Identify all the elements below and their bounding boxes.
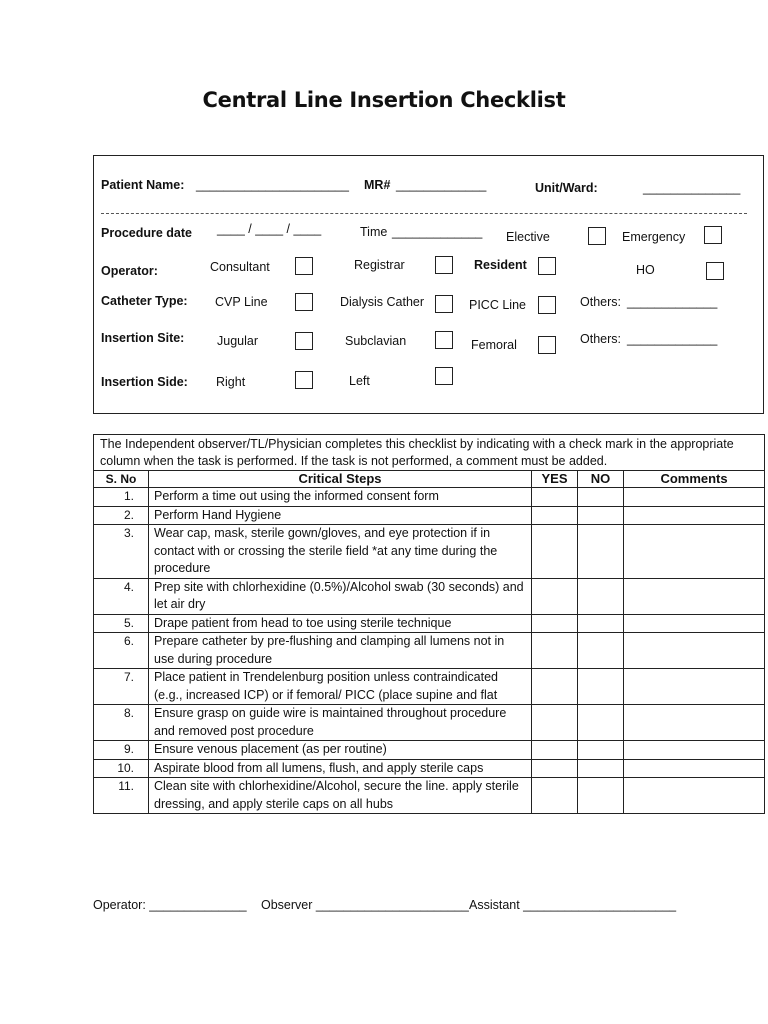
insertion-site-label: Insertion Site:: [101, 331, 185, 345]
row-yes-cell[interactable]: [532, 759, 578, 778]
row-comments-cell[interactable]: [624, 506, 765, 525]
table-row: [94, 669, 765, 705]
row-step: Drape patient from head to toe using sterile technique: [149, 614, 532, 633]
row-no-cell[interactable]: [578, 525, 624, 579]
emergency-label: Emergency: [622, 230, 686, 244]
right-checkbox[interactable]: [295, 371, 313, 389]
row-comments-cell[interactable]: [624, 705, 765, 741]
picc-line-label: PICC Line: [469, 298, 526, 312]
page-title: Central Line Insertion Checklist: [202, 88, 566, 112]
row-no-cell[interactable]: [578, 614, 624, 633]
elective-checkbox[interactable]: [588, 227, 606, 245]
operator-label: Operator:: [101, 264, 158, 278]
col-critical-steps: Critical Steps: [149, 471, 532, 488]
divider: [101, 213, 747, 214]
row-step: Place patient in Trendelenburg position unless contraindicated (e.g., increased ICP) or if femoral/ PICC (place supine and flat: [149, 669, 532, 705]
row-number: 3.: [94, 525, 149, 579]
row-number: 11.: [94, 778, 149, 814]
row-step: Ensure grasp on guide wire is maintained throughout procedure and removed post procedure: [149, 705, 532, 741]
others-site-field[interactable]: _____________: [627, 332, 718, 346]
row-step: Prep site with chlorhexidine (0.5%)/Alcohol swab (30 seconds) and let air dry: [149, 578, 532, 614]
row-yes-cell[interactable]: [532, 488, 578, 507]
jugular-label: Jugular: [217, 334, 258, 348]
observer-signature[interactable]: Observer ______________________: [261, 898, 469, 912]
subclavian-checkbox[interactable]: [435, 331, 453, 349]
row-step: Aspirate blood from all lumens, flush, and apply sterile caps: [149, 759, 532, 778]
row-comments-cell[interactable]: [624, 759, 765, 778]
col-yes: YES: [532, 471, 578, 488]
col-sno: S. No: [94, 471, 149, 488]
table-row: [94, 741, 765, 760]
right-label: Right: [216, 375, 246, 389]
row-yes-cell[interactable]: [532, 669, 578, 705]
checklist-instructions: The Independent observer/TL/Physician completes this checklist by indicating with a check mark in the appropriate column when the task is performed. If the task is not performed, a comment must be added.: [94, 435, 765, 471]
cvp-line-checkbox[interactable]: [295, 293, 313, 311]
checklist-table: [93, 434, 765, 814]
row-yes-cell[interactable]: [532, 705, 578, 741]
ho-label: HO: [636, 263, 655, 277]
time-field[interactable]: _____________: [392, 225, 483, 239]
row-no-cell[interactable]: [578, 633, 624, 669]
femoral-checkbox[interactable]: [538, 336, 556, 354]
row-yes-cell[interactable]: [532, 614, 578, 633]
row-number: 8.: [94, 705, 149, 741]
dialysis-checkbox[interactable]: [435, 295, 453, 313]
row-comments-cell[interactable]: [624, 741, 765, 760]
table-row: [94, 705, 765, 741]
row-no-cell[interactable]: [578, 741, 624, 760]
row-no-cell[interactable]: [578, 578, 624, 614]
assistant-signature[interactable]: Assistant ______________________: [469, 898, 677, 912]
row-comments-cell[interactable]: [624, 633, 765, 669]
emergency-checkbox[interactable]: [704, 226, 722, 244]
left-label: Left: [349, 374, 370, 388]
resident-checkbox[interactable]: [538, 257, 556, 275]
row-number: 7.: [94, 669, 149, 705]
consultant-label: Consultant: [210, 260, 270, 274]
others-site-label: Others:: [580, 332, 621, 346]
table-row: [94, 578, 765, 614]
time-label: Time: [360, 225, 388, 239]
row-yes-cell[interactable]: [532, 506, 578, 525]
table-row: [94, 633, 765, 669]
table-row: [94, 488, 765, 507]
procedure-date-field[interactable]: ____ / ____ / ____: [217, 222, 322, 236]
row-yes-cell[interactable]: [532, 633, 578, 669]
col-no: NO: [578, 471, 624, 488]
femoral-label: Femoral: [471, 338, 517, 352]
elective-label: Elective: [506, 230, 550, 244]
unit-ward-field[interactable]: ______________: [643, 181, 741, 195]
row-yes-cell[interactable]: [532, 741, 578, 760]
row-step: Perform a time out using the informed consent form: [149, 488, 532, 507]
row-step: Prepare catheter by pre-flushing and clamping all lumens not in use during procedure: [149, 633, 532, 669]
row-step: Perform Hand Hygiene: [149, 506, 532, 525]
row-number: 4.: [94, 578, 149, 614]
insertion-side-label: Insertion Side:: [101, 375, 188, 389]
table-row: [94, 506, 765, 525]
registrar-label: Registrar: [354, 258, 405, 272]
consultant-checkbox[interactable]: [295, 257, 313, 275]
row-step: Wear cap, mask, sterile gown/gloves, and eye protection if in contact with or crossing the sterile field *at any time during the procedure: [149, 525, 532, 579]
row-no-cell[interactable]: [578, 506, 624, 525]
row-yes-cell[interactable]: [532, 778, 578, 814]
col-comments: Comments: [624, 471, 765, 488]
mr-field[interactable]: _____________: [396, 178, 487, 192]
patient-name-label: Patient Name:: [101, 178, 185, 192]
jugular-checkbox[interactable]: [295, 332, 313, 350]
row-no-cell[interactable]: [578, 705, 624, 741]
row-yes-cell[interactable]: [532, 525, 578, 579]
patient-name-field[interactable]: ______________________: [196, 178, 349, 192]
table-header-row: [94, 471, 765, 488]
row-number: 10.: [94, 759, 149, 778]
table-row: [94, 614, 765, 633]
row-no-cell[interactable]: [578, 759, 624, 778]
others-catheter-field[interactable]: _____________: [627, 295, 718, 309]
operator-signature[interactable]: Operator: ______________: [93, 898, 247, 912]
row-comments-cell[interactable]: [624, 488, 765, 507]
table-row: [94, 778, 765, 814]
row-no-cell[interactable]: [578, 778, 624, 814]
dialysis-label: Dialysis Cather: [340, 295, 425, 309]
cvp-line-label: CVP Line: [215, 295, 268, 309]
row-number: 1.: [94, 488, 149, 507]
row-no-cell[interactable]: [578, 669, 624, 705]
mr-label: MR#: [364, 178, 391, 192]
table-row: [94, 525, 765, 579]
row-number: 5.: [94, 614, 149, 633]
registrar-checkbox[interactable]: [435, 256, 453, 274]
row-comments-cell[interactable]: [624, 778, 765, 814]
left-checkbox[interactable]: [435, 367, 453, 385]
row-comments-cell[interactable]: [624, 578, 765, 614]
row-step: Clean site with chlorhexidine/Alcohol, secure the line. apply sterile dressing, and apply sterile caps on all hubs: [149, 778, 532, 814]
picc-line-checkbox[interactable]: [538, 296, 556, 314]
row-number: 2.: [94, 506, 149, 525]
row-yes-cell[interactable]: [532, 578, 578, 614]
others-catheter-label: Others:: [580, 295, 621, 309]
resident-label: Resident: [474, 258, 527, 272]
row-number: 9.: [94, 741, 149, 760]
row-comments-cell[interactable]: [624, 525, 765, 579]
procedure-date-label: Procedure date: [101, 226, 193, 240]
unit-ward-label: Unit/Ward:: [535, 181, 598, 195]
catheter-type-label: Catheter Type:: [101, 294, 188, 308]
row-comments-cell[interactable]: [624, 669, 765, 705]
ho-checkbox[interactable]: [706, 262, 724, 280]
table-row: [94, 759, 765, 778]
row-no-cell[interactable]: [578, 488, 624, 507]
row-number: 6.: [94, 633, 149, 669]
row-comments-cell[interactable]: [624, 614, 765, 633]
row-step: Ensure venous placement (as per routine): [149, 741, 532, 760]
subclavian-label: Subclavian: [345, 334, 407, 348]
